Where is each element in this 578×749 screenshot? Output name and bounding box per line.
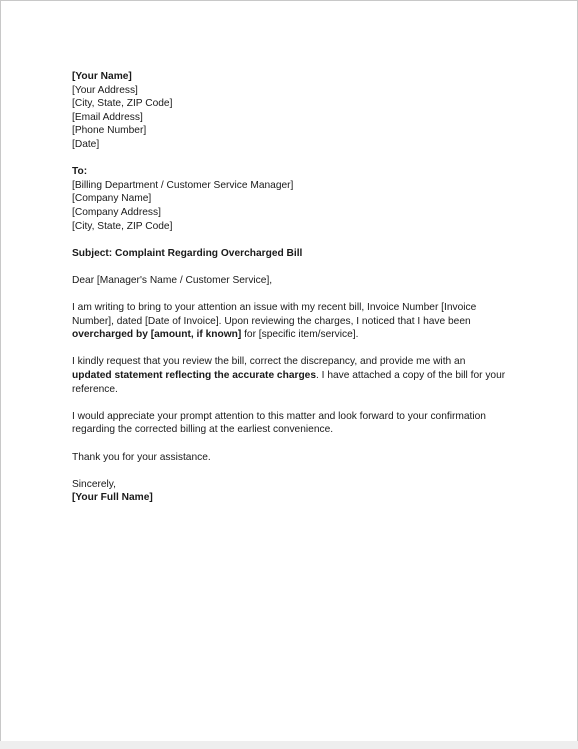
recipient-block xyxy=(72,165,512,233)
updated-statement-text: updated statement reflecting the accurate charges xyxy=(72,370,317,382)
paragraph-request-line-3: reference. xyxy=(72,383,118,395)
recipient-city-state-zip: [City, State, ZIP Code] xyxy=(72,220,173,232)
sender-address: [Your Address] xyxy=(72,84,138,96)
paragraph-followup-line-2: regarding the corrected billing at the earliest convenience. xyxy=(72,424,334,436)
attachment-text: . I have attached a copy of the bill for your xyxy=(316,370,506,382)
sender-phone: [Phone Number] xyxy=(72,125,147,137)
signature-name: [Your Full Name] xyxy=(72,492,153,504)
overcharge-item-text: for [specific item/service]. xyxy=(241,329,359,341)
sender-name: [Your Name] xyxy=(72,71,132,82)
paragraph-issue-line-2: Number], dated [Date of Invoice]. Upon reviewing the charges, I noticed that I have been xyxy=(72,315,471,327)
thanks-line: Thank you for your assistance. xyxy=(72,451,211,463)
paragraph-issue-line-1: I am writing to bring to your attention an issue with my recent bill, Invoice Number [Invoice xyxy=(72,302,477,314)
recipient-company-address: [Company Address] xyxy=(72,206,161,218)
closing-line: Sincerely, xyxy=(72,478,116,490)
recipient-department: [Billing Department / Customer Service Manager] xyxy=(72,179,294,191)
page-bottom-margin xyxy=(0,741,578,749)
salutation: Dear [Manager's Name / Customer Service], xyxy=(72,274,273,286)
paragraph-request-line-2 xyxy=(72,369,512,383)
paragraph-request xyxy=(72,355,512,396)
recipient-company-name: [Company Name] xyxy=(72,193,152,205)
paragraph-issue xyxy=(72,301,512,342)
sender-date: [Date] xyxy=(72,138,100,150)
overcharge-amount-text: overcharged by [amount, if known] xyxy=(72,329,242,341)
paragraph-request-line-1: I kindly request that you review the bill, correct the discrepancy, and provide me with an xyxy=(72,356,466,368)
paragraph-issue-line-3 xyxy=(72,328,512,342)
letter-body xyxy=(72,70,512,505)
sender-city-state-zip: [City, State, ZIP Code] xyxy=(72,98,173,110)
paragraph-followup xyxy=(72,410,512,437)
paragraph-followup-line-1: I would appreciate your prompt attention to this matter and look forward to your confirmation xyxy=(72,410,486,422)
subject-line: Subject: Complaint Regarding Overcharged Bill xyxy=(72,247,303,259)
sender-block xyxy=(72,70,512,152)
sender-email: [Email Address] xyxy=(72,111,143,123)
recipient-to-label: To: xyxy=(72,166,88,178)
